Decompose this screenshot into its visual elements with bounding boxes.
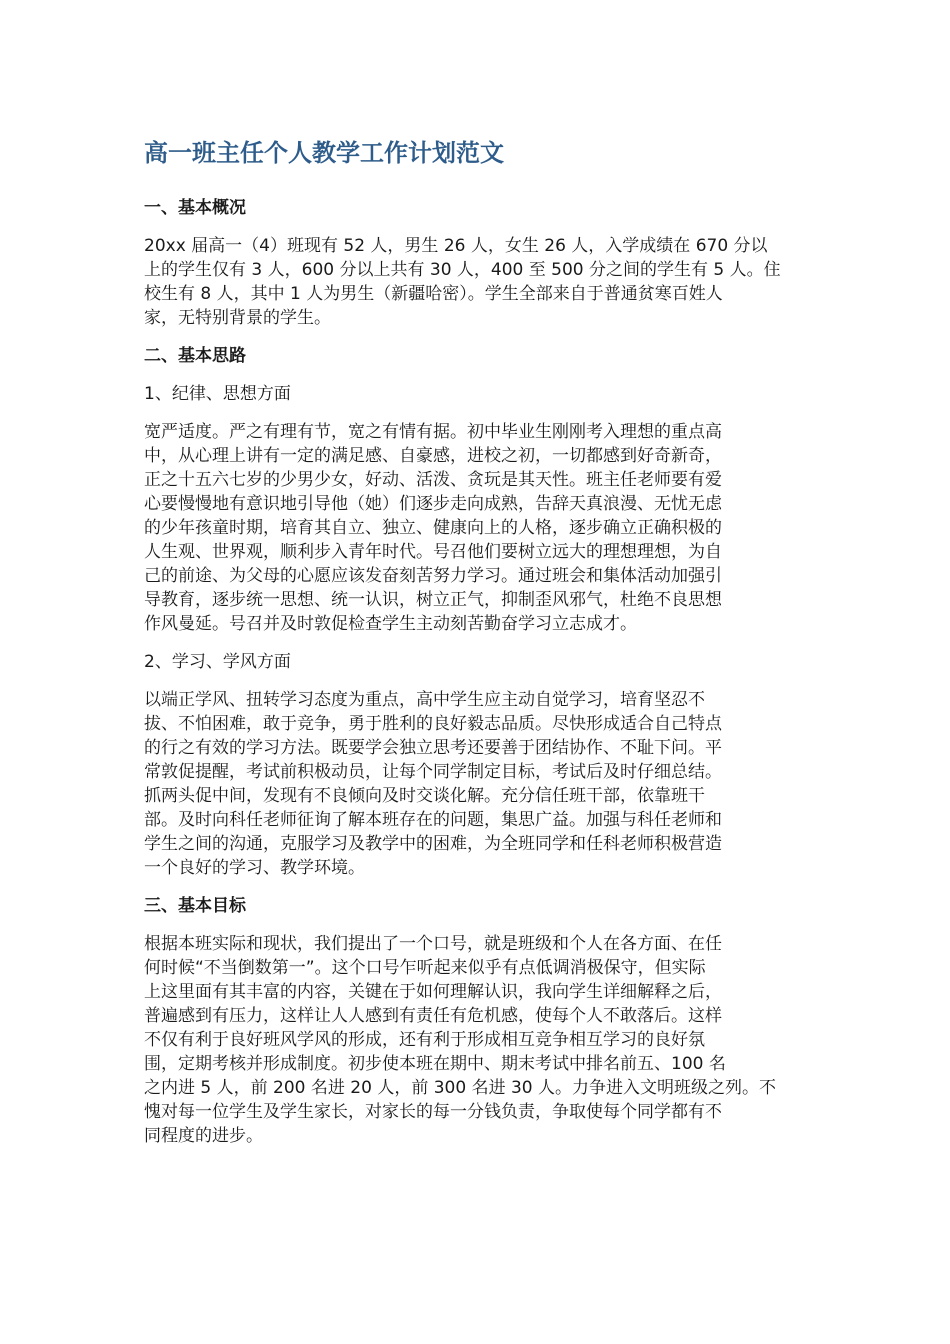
section-basic-approach xyxy=(144,344,809,880)
text-line: 的少年孩童时期，培育其自立、独立、健康向上的人格，逐步确立正确积极的 xyxy=(144,518,722,538)
paragraph xyxy=(144,234,809,330)
text-line: 愧对每一位学生及学生家长，对家长的每一分钱负责，争取使每个同学都有不 xyxy=(144,1102,722,1122)
section-heading: 二、基本思路 xyxy=(144,346,246,366)
text-line: 20xx 届高一（4）班现有 52 人，男生 26 人，女生 26 人，入学成绩在 670 分以 xyxy=(144,236,768,256)
document-page xyxy=(144,136,809,1162)
text-line: 上的学生仅有 3 人，600 分以上共有 30 人，400 至 500 分之间的学生有 5 人。住 xyxy=(144,260,781,280)
section-heading: 一、基本概况 xyxy=(144,198,246,218)
text-line: 根据本班实际和现状，我们提出了一个口号，就是班级和个人在各方面、在任 xyxy=(144,934,722,954)
text-line: 家，无特别背景的学生。 xyxy=(144,308,331,328)
text-line: 作风曼延。号召并及时敦促检查学生主动刻苦勤奋学习立志成才。 xyxy=(144,614,637,634)
paragraph xyxy=(144,688,809,880)
text-line: 上这里面有其丰富的内容，关键在于如何理解认识，我向学生详细解释之后， xyxy=(144,982,722,1002)
text-line: 心要慢慢地有意识地引导他（她）们逐步走向成熟，告辞天真浪漫、无忧无虑 xyxy=(144,494,722,514)
text-line: 抓两头促中间，发现有不良倾向及时交谈化解。充分信任班干部，依靠班干 xyxy=(144,786,705,806)
section-heading: 三、基本目标 xyxy=(144,896,246,916)
text-line: 之内进 5 人，前 200 名进 20 人，前 300 名进 30 人。力争进入文明班级之列。不 xyxy=(144,1078,777,1098)
text-line: 不仅有利于良好班风学风的形成，还有利于形成相互竞争相互学习的良好氛 xyxy=(144,1030,705,1050)
section-basic-overview xyxy=(144,196,809,330)
text-line: 拔、不怕困难，敢于竞争，勇于胜利的良好毅志品质。尽快形成适合自己特点 xyxy=(144,714,722,734)
text-line: 同程度的进步。 xyxy=(144,1126,263,1146)
text-line: 的行之有效的学习方法。既要学会独立思考还要善于团结协作、不耻下问。平 xyxy=(144,738,722,758)
text-line: 己的前途、为父母的心愿应该发奋刻苦努力学习。通过班会和集体活动加强引 xyxy=(144,566,722,586)
section-basic-goals xyxy=(144,894,809,1148)
text-line: 人生观、世界观，顺利步入青年时代。号召他们要树立远大的理想理想，为自 xyxy=(144,542,722,562)
text-line: 围，定期考核并形成制度。初步使本班在期中、期末考试中排名前五、100 名 xyxy=(144,1054,726,1074)
text-line: 一个良好的学习、教学环境。 xyxy=(144,858,365,878)
text-line: 何时候“不当倒数第一”。这个口号乍听起来似乎有点低调消极保守，但实际 xyxy=(144,958,706,978)
paragraph xyxy=(144,420,809,636)
text-line: 校生有 8 人，其中 1 人为男生（新疆哈密）。学生全部来自于普通贫寒百姓人 xyxy=(144,284,723,304)
text-line: 部。及时向科任老师征询了解本班存在的问题，集思广益。加强与科任老师和 xyxy=(144,810,722,830)
text-line: 导教育，逐步统一思想、统一认识，树立正气，抑制歪风邪气，杜绝不良思想 xyxy=(144,590,722,610)
document-title: 高一班主任个人教学工作计划范文 xyxy=(144,139,504,167)
text-line: 学生之间的沟通，克服学习及教学中的困难，为全班同学和任科老师积极营造 xyxy=(144,834,722,854)
text-line: 以端正学风、扭转学习态度为重点，高中学生应主动自觉学习，培育坚忍不 xyxy=(144,690,705,710)
text-line: 普遍感到有压力，这样让人人感到有责任有危机感，使每个人不敢落后。这样 xyxy=(144,1006,722,1026)
subsection-heading: 1、纪律、思想方面 xyxy=(144,384,291,404)
text-line: 中，从心理上讲有一定的满足感、自豪感，进校之初，一切都感到好奇新奇， xyxy=(144,446,722,466)
text-line: 正之十五六七岁的少男少女，好动、活泼、贪玩是其天性。班主任老师要有爱 xyxy=(144,470,722,490)
text-line: 常敦促提醒，考试前积极动员，让每个同学制定目标，考试后及时仔细总结。 xyxy=(144,762,722,782)
paragraph xyxy=(144,932,809,1148)
subsection-heading: 2、学习、学风方面 xyxy=(144,652,291,672)
subsection-study xyxy=(144,650,809,880)
subsection-discipline xyxy=(144,382,809,636)
text-line: 宽严适度。严之有理有节，宽之有情有据。初中毕业生刚刚考入理想的重点高 xyxy=(144,422,722,442)
